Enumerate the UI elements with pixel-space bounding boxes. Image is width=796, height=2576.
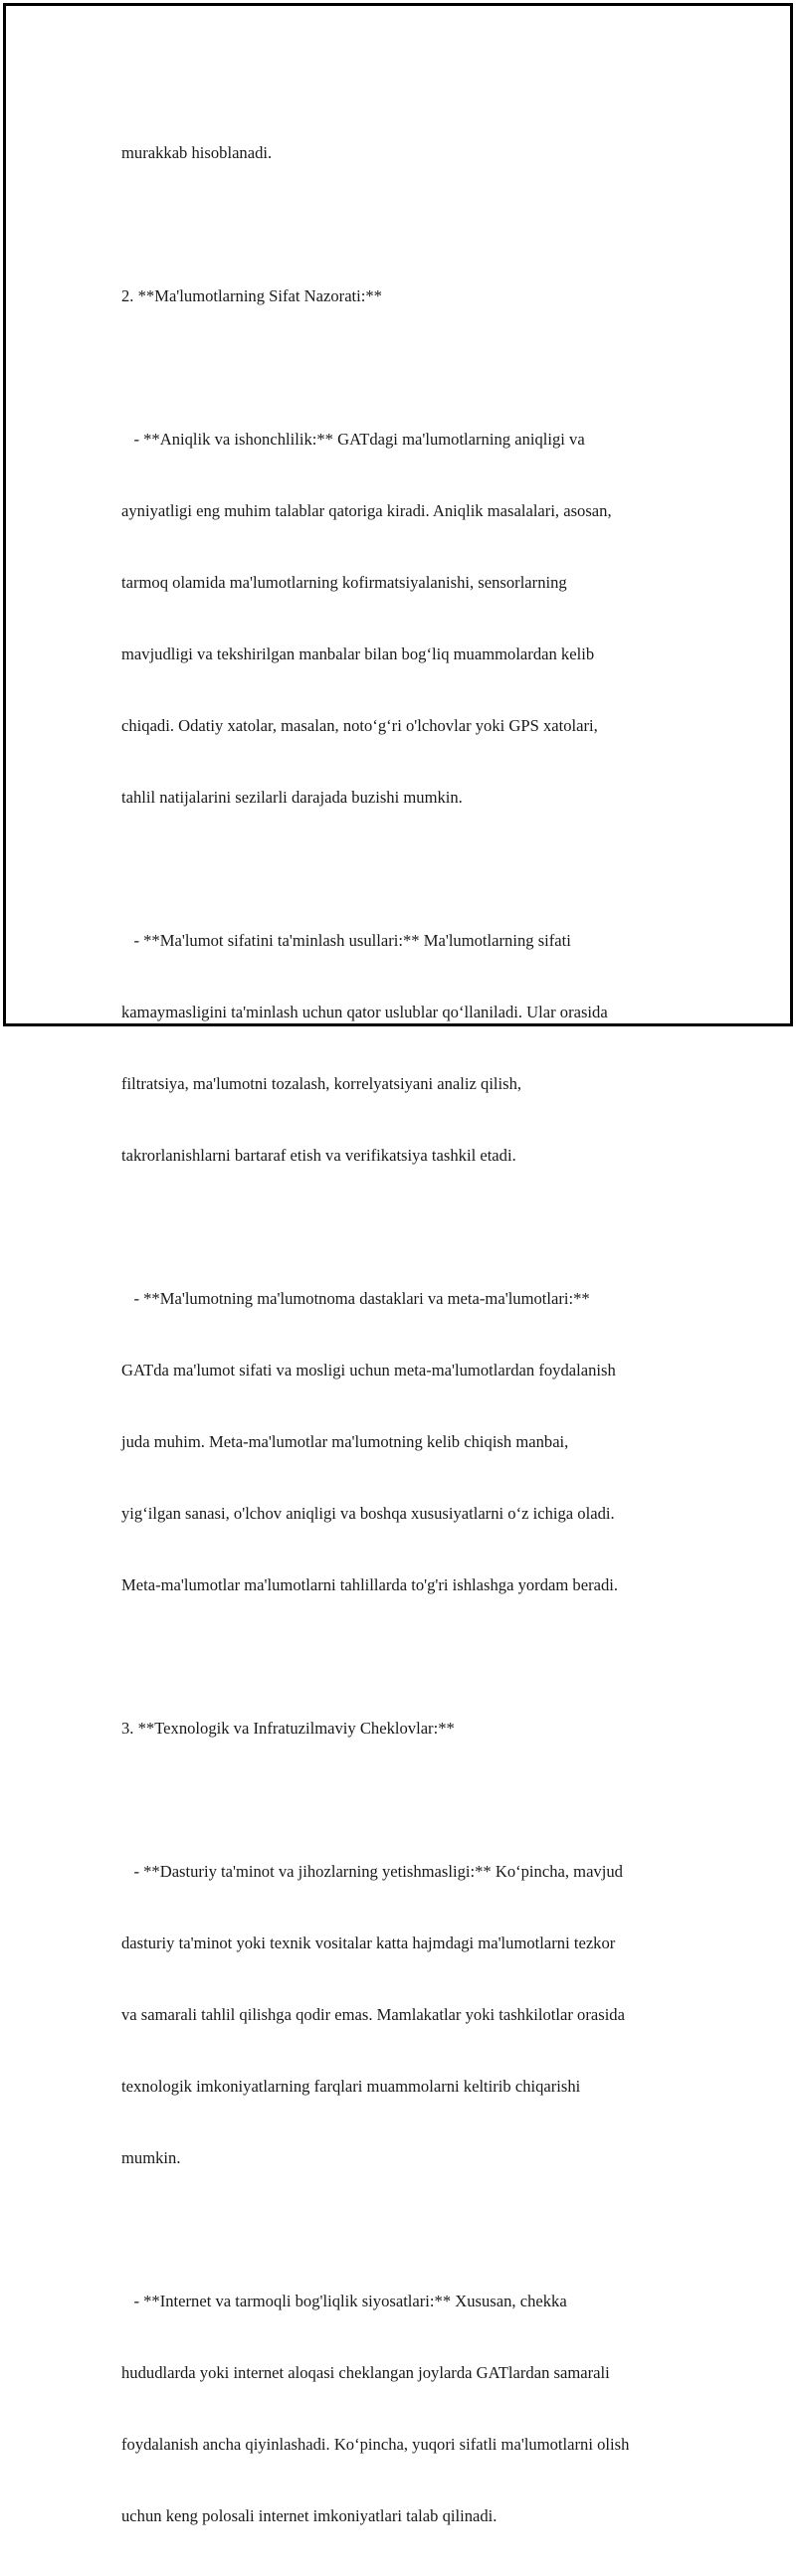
text-line: - **Dasturiy ta'minot va jihozlarning yetishmasligi:** Ko‘pincha, mavjud <box>121 1862 623 1881</box>
paragraph-metadata <box>121 1239 698 1645</box>
text-line: hududlarda yoki internet aloqasi cheklangan joylarda GATlardan samarali <box>121 2363 610 2382</box>
text-line: 2. **Ma'lumotlarning Sifat Nazorati:** <box>121 286 382 305</box>
paragraph-0 <box>121 93 698 213</box>
text-line: foydalanish ancha qiyinlashadi. Ko‘pincha, yuqori sifatli ma'lumotlarni olish <box>121 2435 630 2454</box>
section-heading-2 <box>121 237 698 356</box>
text-line: - **Internet va tarmoqli bog'liqlik siyosatlari:** Xususan, chekka <box>121 2292 567 2310</box>
text-line: kamaymasligini ta'minlash uchun qator uslublar qo‘llaniladi. Ular orasida <box>121 1003 608 1021</box>
text-line: Meta-ma'lumotlar ma'lumotlarni tahlillarda to'g'ri ishlashga yordam beradi. <box>121 1575 619 1594</box>
text-line: GATda ma'lumot sifati va mosligi uchun meta-ma'lumotlardan foydalanish <box>121 1361 616 1380</box>
text-line: mumkin. <box>121 2148 181 2167</box>
text-line: 3. **Texnologik va Infratuzilmaviy Cheklovlar:** <box>121 1719 455 1738</box>
text-line: va samarali tahlil qilishga qodir emas. Mamlakatlar yoki tashkilotlar orasida <box>121 2005 625 2024</box>
paragraph-quality-methods <box>121 881 698 1215</box>
document-page <box>3 3 793 2525</box>
document-body <box>121 93 698 2576</box>
text-line: murakkab hisoblanadi. <box>121 143 273 162</box>
text-line: tahlil natijalarini sezilarli darajada buzishi mumkin. <box>121 788 463 807</box>
text-line: dasturiy ta'minot yoki texnik vositalar katta hajmdagi ma'lumotlarni tezkor <box>121 1933 616 1952</box>
text-line: mavjudligi va tekshirilgan manbalar bilan bog‘liq muammolardan kelib <box>121 644 595 663</box>
text-line: filtratsiya, ma'lumotni tozalash, korrelyatsiyani analiz qilish, <box>121 1074 522 1093</box>
text-line: chiqadi. Odatiy xatolar, masalan, noto‘g‘ri o'lchovlar yoki GPS xatolari, <box>121 716 598 735</box>
text-line: tarmoq olamida ma'lumotlarning kofirmatsiyalanishi, sensorlarning <box>121 573 567 592</box>
text-line: - **Ma'lumot sifatini ta'minlash usullari:** Ma'lumotlarning sifati <box>121 931 571 950</box>
paragraph-software-hardware <box>121 1812 698 2218</box>
text-line: texnologik imkoniyatlarning farqlari muammolarni keltirib chiqarishi <box>121 2077 581 2096</box>
paragraph-accuracy <box>121 380 698 857</box>
paragraph-internet-connectivity <box>121 2242 698 2576</box>
text-line: yig‘ilgan sanasi, o'lchov aniqligi va boshqa xususiyatlarni o‘z ichiga oladi. <box>121 1504 615 1523</box>
text-line: juda muhim. Meta-ma'lumotlar ma'lumotning kelib chiqish manbai, <box>121 1432 569 1451</box>
section-heading-3 <box>121 1669 698 1788</box>
text-line: - **Aniqlik va ishonchlilik:** GATdagi ma'lumotlarning aniqligi va <box>121 430 585 449</box>
text-line: ayniyatligi eng muhim talablar qatoriga kiradi. Aniqlik masalalari, asosan, <box>121 501 612 520</box>
text-line: uchun keng polosali internet imkoniyatlari talab qilinadi. <box>121 2506 498 2525</box>
text-line: takrorlanishlarni bartaraf etish va verifikatsiya tashkil etadi. <box>121 1146 516 1165</box>
text-line: - **Ma'lumotning ma'lumotnoma dastaklari va meta-ma'lumotlari:** <box>121 1289 590 1308</box>
